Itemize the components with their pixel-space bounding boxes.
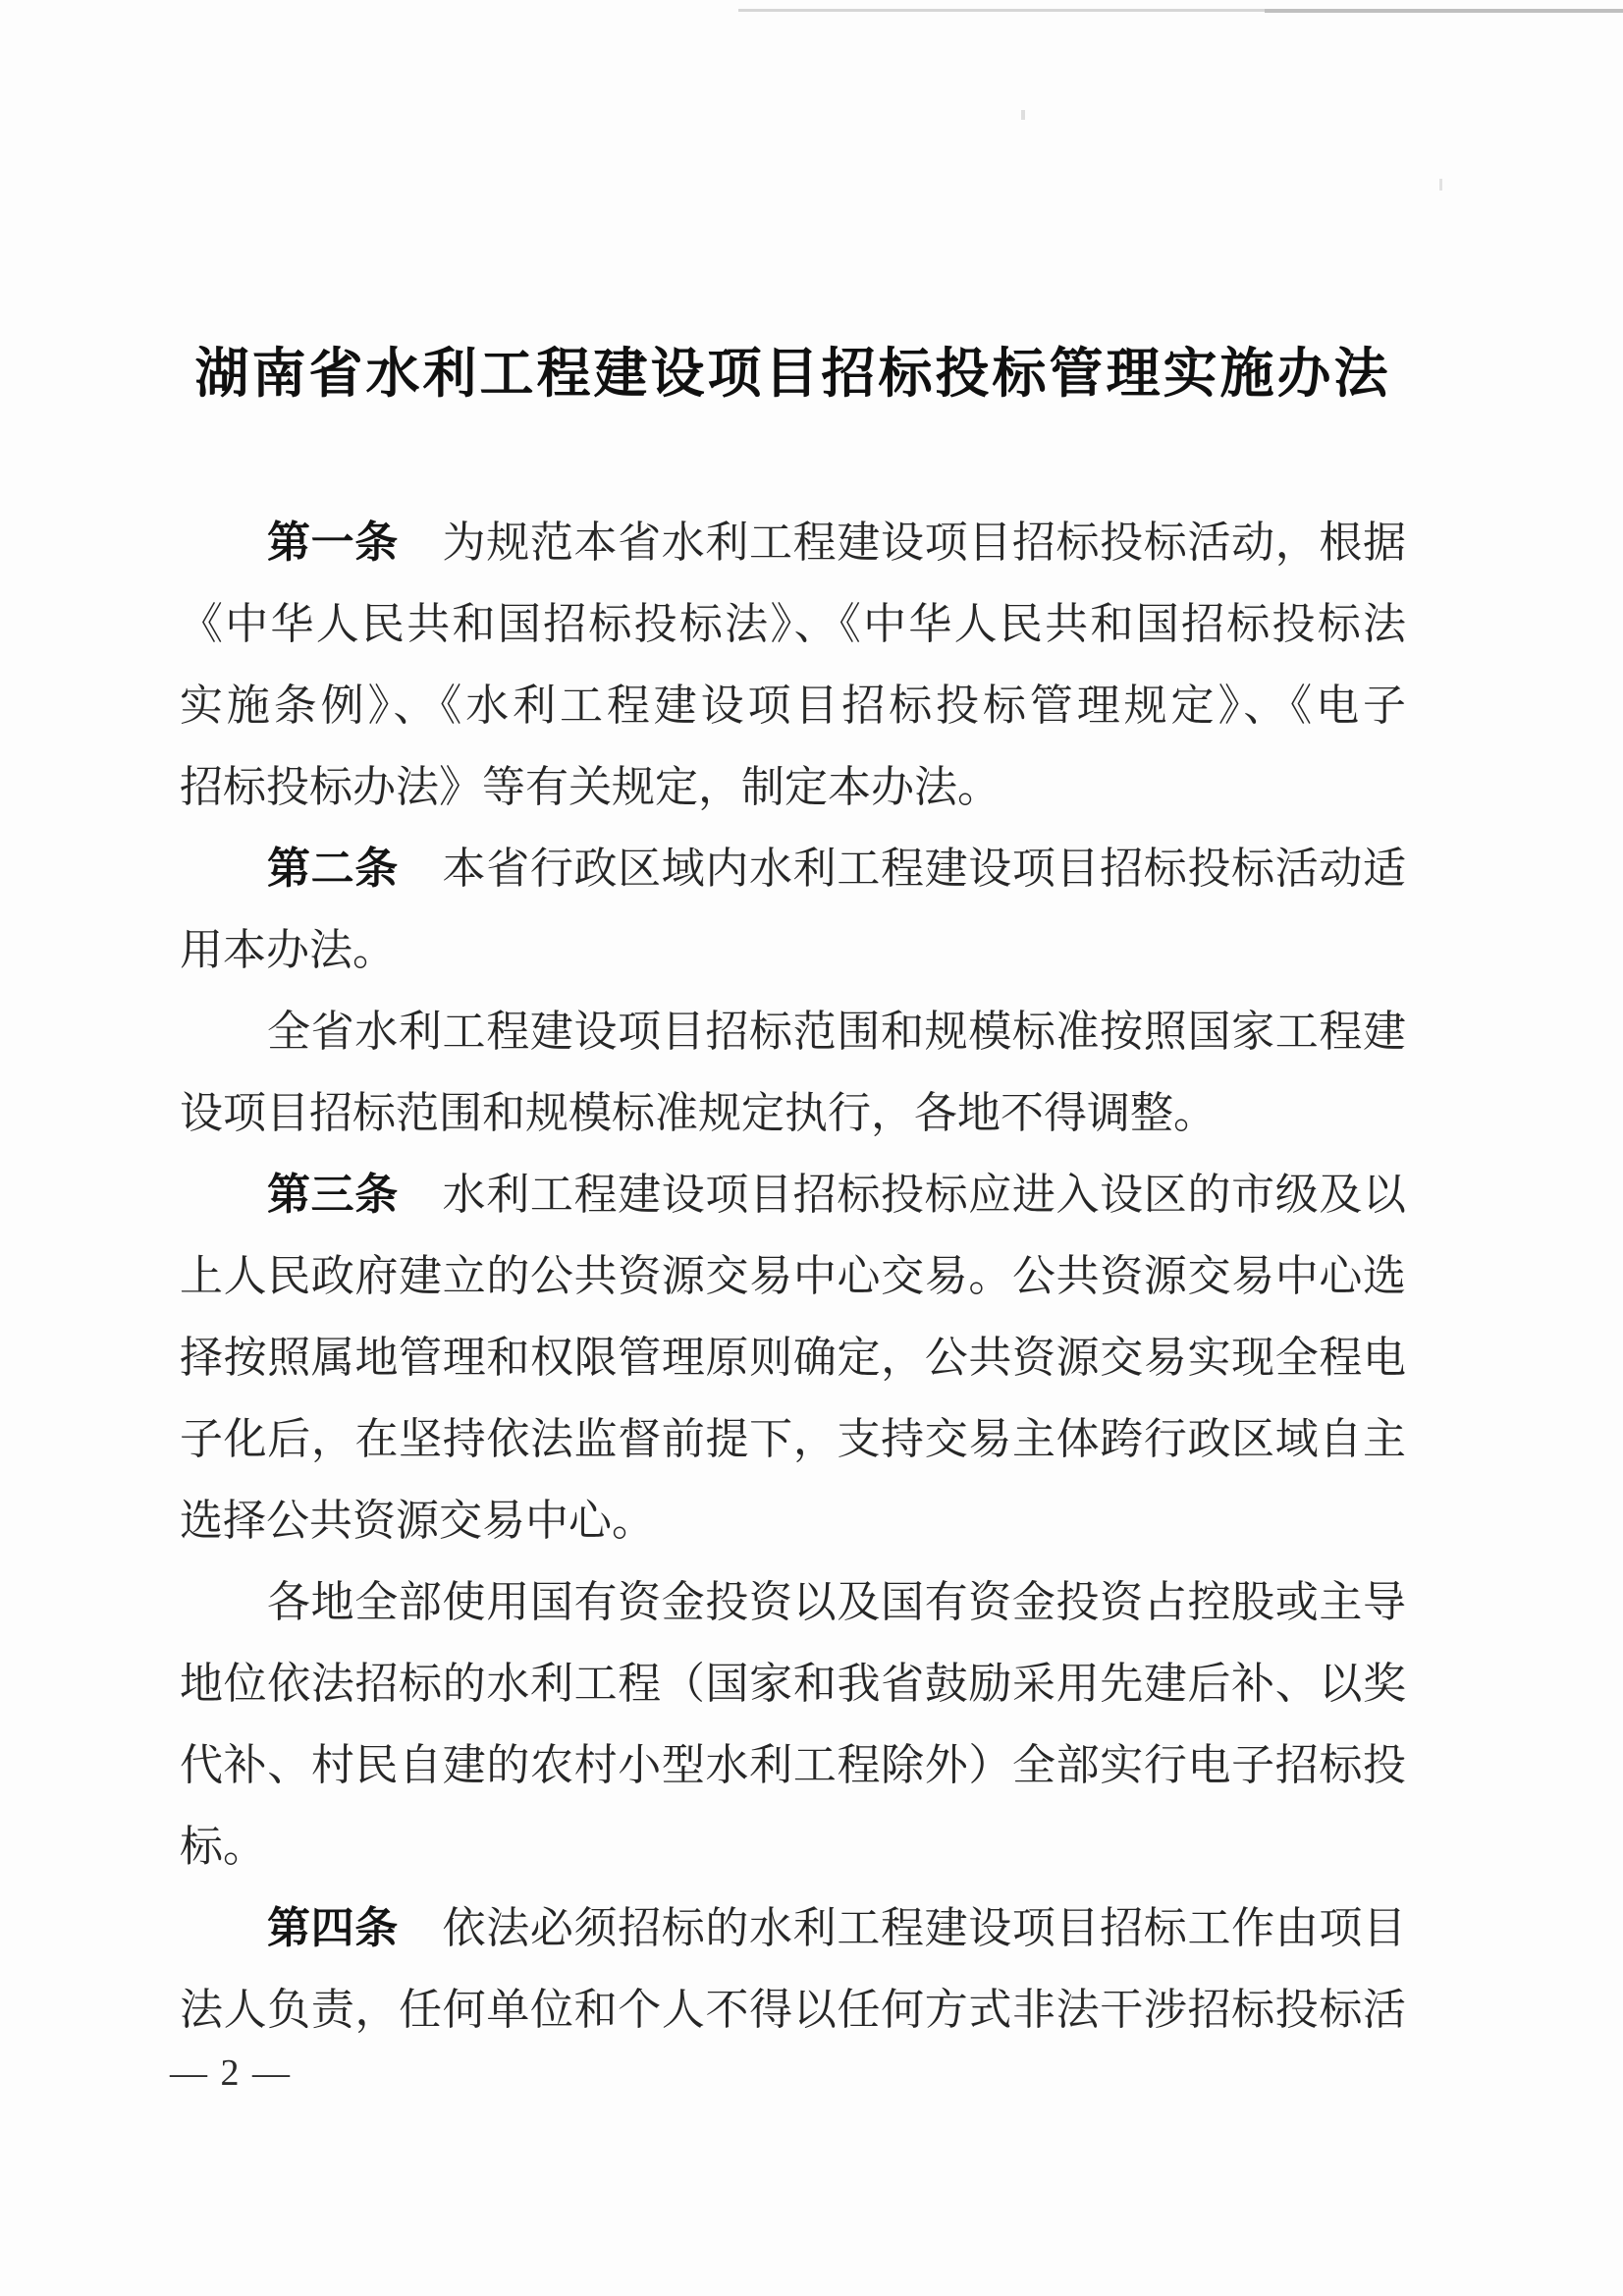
text-line: 全省水利工程建设项目招标范围和规模标准按照国家工程建 [267,1008,1406,1056]
article-term: 第一条 [267,519,399,567]
text-line: 法人负责，任何单位和个人不得以任何方式非法干涉招标投标活 [180,1986,1406,2034]
text-line: 标。 [180,1823,266,1871]
text-line: 选择公共资源交易中心。 [180,1497,655,1545]
text-line: 实施条例》、《水利工程建设项目招标投标管理规定》、《电子 [180,682,1406,730]
scan-artifact-line-dark [1265,9,1623,13]
text-line: 上人民政府建立的公共资源交易中心交易。公共资源交易中心选 [180,1252,1406,1300]
line-text: 水利工程建设项目招标投标应进入设区的市级及以 [441,1171,1406,1219]
line-text: 依法必须招标的水利工程建设项目招标工作由项目 [441,1904,1406,1952]
scan-speck [1439,179,1442,191]
text-line [180,828,1406,909]
text-line: 各地全部使用国有资金投资以及国有资金投资占控股或主导 [267,1578,1406,1626]
text-line: 《中华人民共和国招标投标法》、《中华人民共和国招标投标法 [180,600,1406,648]
text-line: 子化后，在坚持依法监督前提下，支持交易主体跨行政区域自主 [180,1415,1406,1463]
document-body [180,502,1406,2050]
text-line [180,1887,1406,1969]
article-term: 第二条 [267,845,399,893]
article-term: 第三条 [267,1171,399,1219]
text-line: 代补、村民自建的农村小型水利工程除外）全部实行电子招标投 [180,1741,1406,1789]
text-line: 用本办法。 [180,926,396,974]
document-title: 湖南省水利工程建设项目招标投标管理实施办法 [194,344,1391,404]
line-text: 本省行政区域内水利工程建设项目招标投标活动适 [441,845,1406,893]
article-term: 第四条 [267,1904,399,1952]
text-line: 择按照属地管理和权限管理原则确定，公共资源交易实现全程电 [180,1334,1406,1382]
text-line [180,1154,1406,1235]
scan-speck [1021,110,1025,120]
text-line [180,502,1406,583]
page-number: — 2 — [170,2052,292,2094]
text-line: 地位依法招标的水利工程（国家和我省鼓励采用先建后补、以奖 [180,1660,1406,1708]
text-line: 招标投标办法》等有关规定，制定本办法。 [180,763,1001,811]
line-text: 为规范本省水利工程建设项目招标投标活动，根据 [441,519,1406,567]
text-line: 设项目招标范围和规模标准规定执行，各地不得调整。 [180,1089,1217,1137]
